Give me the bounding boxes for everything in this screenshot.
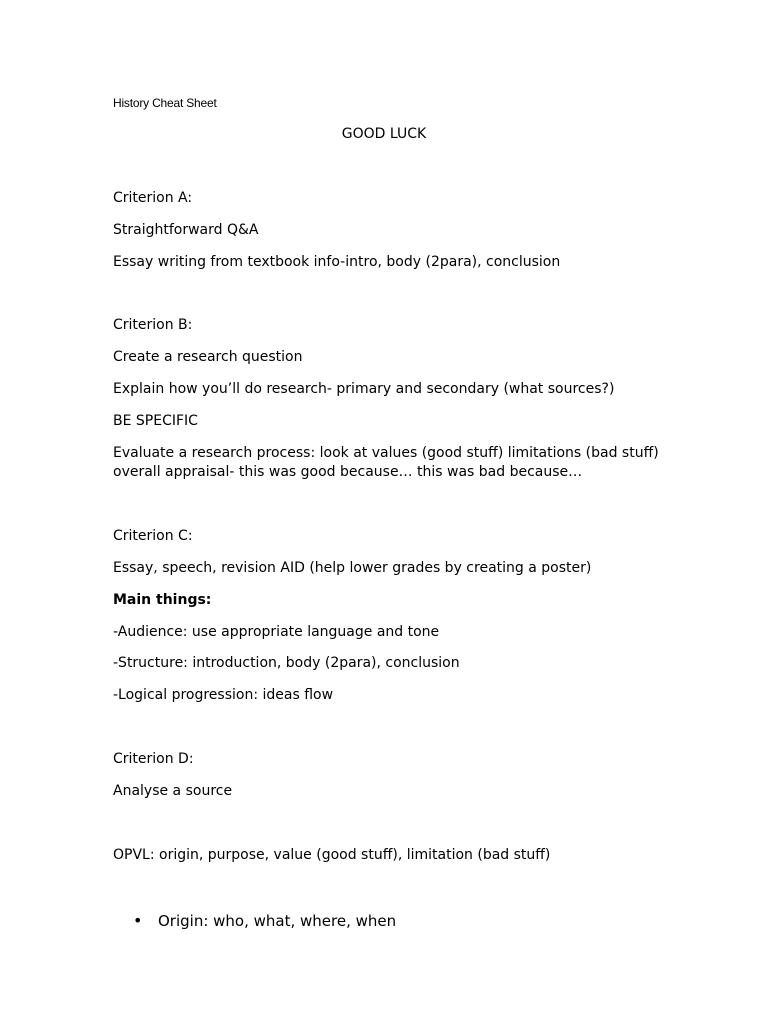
criterion-d-line: Analyse a source: [113, 783, 233, 799]
criterion-a-line: Straightforward Q&A: [113, 222, 259, 238]
criterion-c-intro: Essay, speech, revision AID (help lower grades by creating a poster): [113, 560, 592, 576]
criterion-c-heading: Criterion C:: [113, 528, 193, 544]
criterion-c-point: -Structure: introduction, body (2para), conclusion: [113, 655, 460, 671]
criterion-c-point: -Audience: use appropriate language and tone: [113, 624, 440, 640]
criterion-a-line: Essay writing from textbook info-intro, body (2para), conclusion: [113, 254, 561, 270]
criterion-b-heading: Criterion B:: [113, 317, 193, 333]
criterion-d-line: OPVL: origin, purpose, value (good stuff), limitation (bad stuff): [113, 847, 551, 863]
doc-header: History Cheat Sheet: [113, 96, 217, 110]
criterion-b-line: Explain how you’ll do research- primary and secondary (what sources?): [113, 381, 615, 397]
criterion-a-heading: Criterion A:: [113, 190, 193, 206]
criterion-c-point: -Logical progression: ideas flow: [113, 687, 334, 703]
criterion-b-line: overall appraisal- this was good because… this was bad because…: [113, 464, 583, 480]
bullet-item: [0, 910, 768, 932]
bullet-icon: •: [133, 911, 143, 930]
criterion-d-heading: Criterion D:: [113, 751, 194, 767]
main-things-heading: Main things:: [113, 592, 212, 608]
bullet-text: Origin: who, what, where, when: [158, 912, 397, 930]
criterion-b-line: BE SPECIFIC: [113, 413, 198, 429]
doc-subtitle: GOOD LUCK: [341, 126, 427, 142]
criterion-b-line: Evaluate a research process: look at values (good stuff) limitations (bad stuff): [113, 445, 659, 461]
criterion-b-line: Create a research question: [113, 349, 303, 365]
